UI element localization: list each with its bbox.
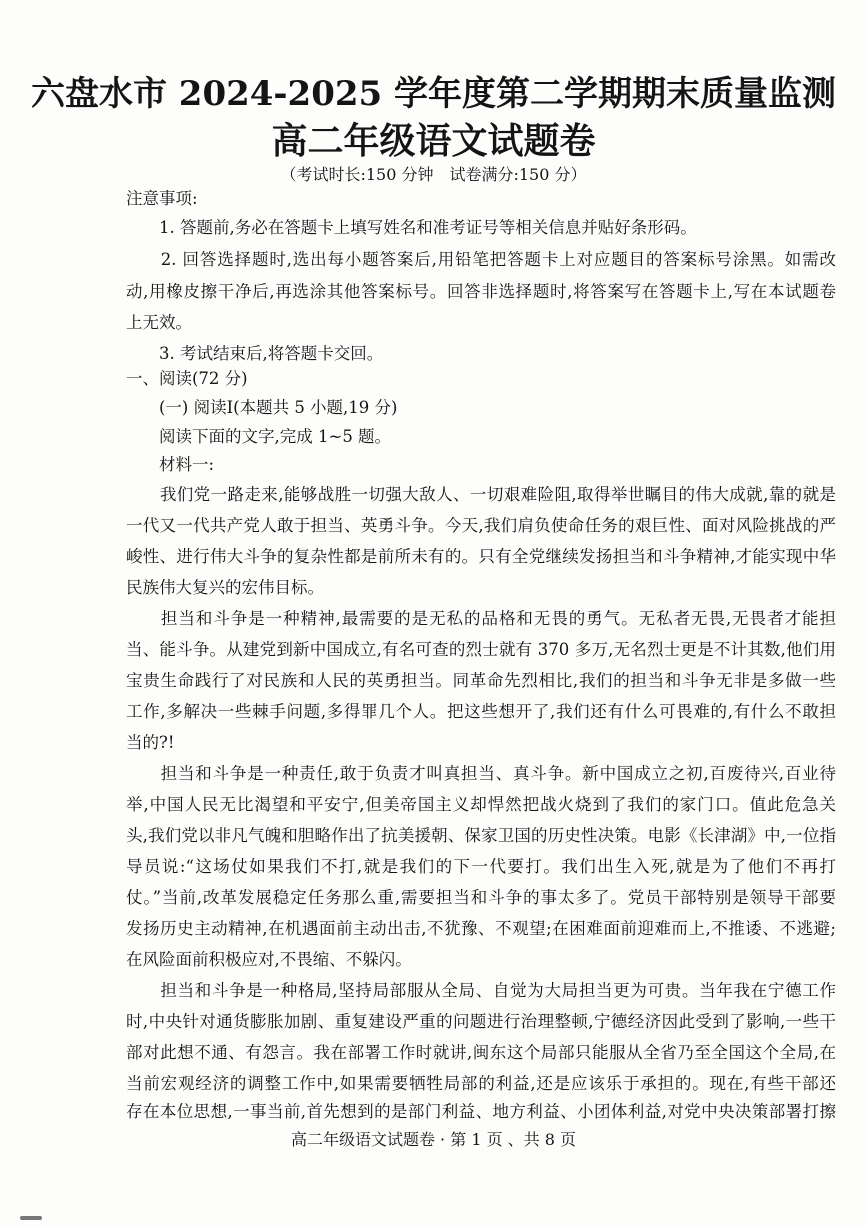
passage-line: 担当和斗争是一种精神,最需要的是无私的品格和无畏的勇气。无私者无畏,无畏者才能担	[126, 609, 836, 628]
passage-line: 民族伟大复兴的宏伟目标。	[126, 578, 324, 597]
notice-heading: 注意事项:	[126, 189, 198, 208]
passage-line: 时,中央针对通货膨胀加剧、重复建设严重的问题进行治理整顿,宁德经济因此受到了影响,一些干	[126, 1012, 836, 1031]
subsection-heading: (一) 阅读Ⅰ(本题共 5 小题,19 分)	[126, 398, 398, 417]
passage-line: 部对此想不通、有怨言。我在部署工作时就讲,闽东这个局部只能服从全省乃至全国这个全局,在	[126, 1043, 836, 1062]
passage-line: 峻性、进行伟大斗争的复杂性都是前所未有的。只有全党继续发扬担当和斗争精神,才能实现中华	[126, 547, 836, 566]
passage-line: 一代又一代共产党人敢于担当、英勇斗争。今天,我们肩负使命任务的艰巨性、面对风险挑战的严	[126, 516, 836, 535]
material-label: 材料一:	[126, 455, 215, 474]
exam-title-line2: 高二年级语文试题卷	[271, 120, 596, 162]
passage-line: 发扬历史主动精神,在机遇面前主动出击,不犹豫、不观望;在困难面前迎难而上,不推诿、不逃避;	[126, 919, 836, 938]
notice-item-2-end: 上无效。	[126, 313, 192, 332]
passage-line: 头,我们党以非凡气魄和胆略作出了抗美援朝、保家卫国的历史性决策。电影《长津湖》中,一位指	[126, 826, 836, 845]
passage-line: 工作,多解决一些棘手问题,多得罪几个人。把这些想开了,我们还有什么可畏难的,有什么不敢担	[126, 702, 836, 721]
passage-line: 担当和斗争是一种责任,敢于负责才叫真担当、真斗争。新中国成立之初,百废待兴,百业待	[126, 764, 836, 783]
section-heading: 一、阅读(72 分)	[126, 369, 248, 388]
passage-line: 当前宏观经济的调整工作中,如果需要牺牲局部的利益,还是应该乐于承担的。现在,有些干部还	[126, 1074, 836, 1093]
scan-edge-mark	[20, 1216, 42, 1220]
passage-line: 仗。”当前,改革发展稳定任务那么重,需要担当和斗争的事太多了。党员干部特别是领导干部要	[126, 888, 836, 907]
passage-line: 担当和斗争是一种格局,坚持局部服从全局、自觉为大局担当更为可贵。当年我在宁德工作	[126, 981, 836, 1000]
passage-line: 宝贵生命践行了对民族和人民的英勇担当。同革命先烈相比,我们的担当和斗争无非是多做一些	[126, 671, 836, 690]
reading-instruction: 阅读下面的文字,完成 1~5 题。	[126, 427, 392, 446]
passage-line: 当的?!	[126, 733, 175, 752]
notice-item-2: 2. 回答选择题时,选出每小题答案后,用铅笔把答题卡上对应题目的答案标号涂黑。如需改	[126, 250, 836, 269]
page-footer: 高二年级语文试题卷 · 第 1 页 、共 8 页	[290, 1130, 577, 1149]
notice-item-3: 3. 考试结束后,将答题卡交回。	[126, 344, 384, 363]
notice-item-2-cont: 动,用橡皮擦干净后,再选涂其他答案标号。回答非选择题时,将答案写在答题卡上,写在本试题卷	[126, 282, 836, 301]
exam-info: （考试时长:150 分钟 试卷满分:150 分）	[280, 165, 587, 184]
passage-line: 导员说:“这场仗如果我们不打,就是我们的下一代要打。我们出生入死,就是为了他们不再打	[126, 857, 836, 876]
exam-title-line1: 六盘水市 2024-2025 学年度第二学期期末质量监测	[30, 74, 837, 114]
passage-line: 存在本位思想,一事当前,首先想到的是部门利益、地方利益、小团体利益,对党中央决策部署打擦	[126, 1102, 836, 1121]
notice-item-1: 1. 答题前,务必在答题卡上填写姓名和准考证号等相关信息并贴好条形码。	[126, 218, 697, 237]
passage-line: 举,中国人民无比渴望和平安宁,但美帝国主义却悍然把战火烧到了我们的家门口。值此危急关	[126, 795, 836, 814]
passage-line: 我们党一路走来,能够战胜一切强大敌人、一切艰难险阻,取得举世瞩目的伟大成就,靠的就是	[126, 485, 836, 504]
passage-line: 在风险面前积极应对,不畏缩、不躲闪。	[126, 950, 412, 969]
passage-line: 当、能斗争。从建党到新中国成立,有名可查的烈士就有 370 多万,无名烈士更是不计其数,他们用	[126, 640, 836, 659]
